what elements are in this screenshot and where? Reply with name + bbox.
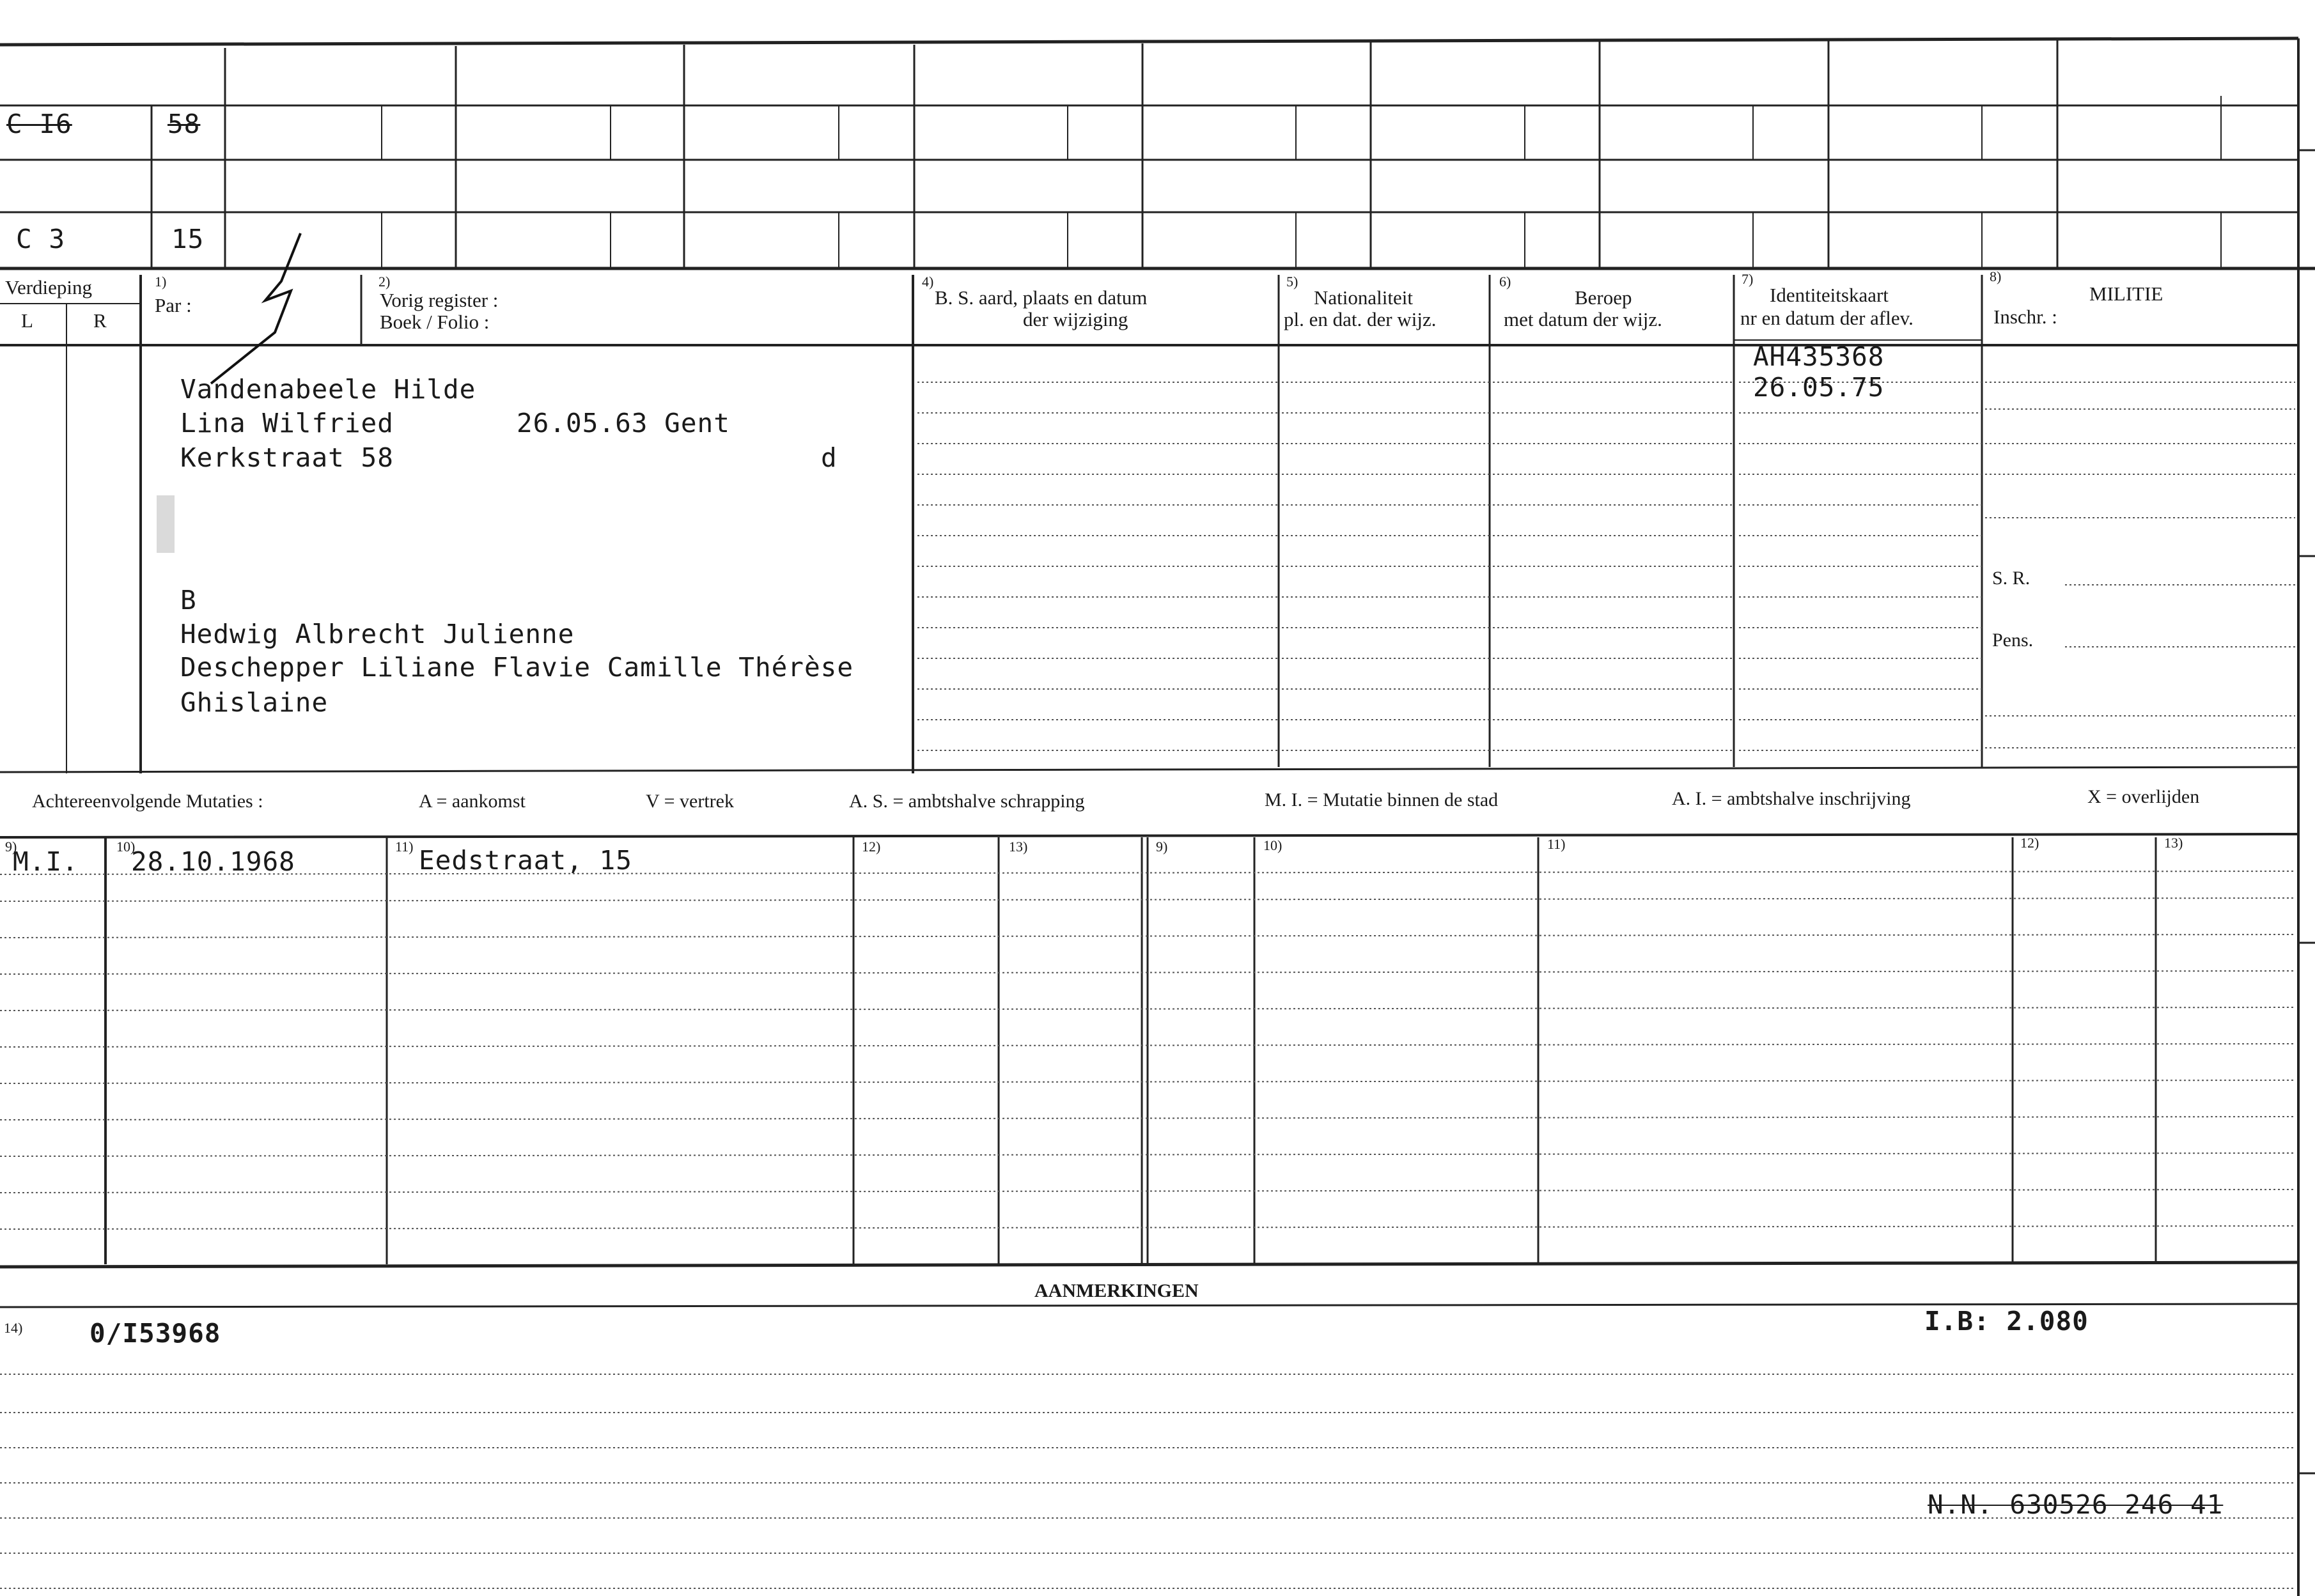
birth-date-place: 26.05.63 Gent — [517, 408, 730, 438]
boek-folio-label: Boek / Folio : — [380, 311, 490, 333]
mother-name: Deschepper Liliane Flavie Camille Thérèse — [180, 652, 854, 683]
mutations-legend-title: Achtereenvolgende Mutaties : — [32, 791, 263, 812]
col7-number: 7) — [1742, 271, 1754, 287]
person-name-line2: Lina Wilfried — [180, 408, 394, 438]
mutation-address: Eedstraat, 15 — [419, 845, 632, 876]
mut-col11-number: 11) — [395, 839, 414, 855]
section-code-old: C I6 — [6, 109, 72, 139]
mut-col9b-number: 9) — [1156, 839, 1168, 855]
mother-name-cont: Ghislaine — [180, 687, 329, 718]
mutation-type: M.I. — [13, 846, 79, 877]
inschr-label: Inschr. : — [1993, 306, 2057, 328]
ib-number: I.B: 2.080 — [1924, 1306, 2089, 1336]
stamp-smudge — [157, 495, 175, 553]
nationaliteit-line2: pl. en dat. der wijz. — [1284, 308, 1437, 330]
verdieping-l-label: L — [21, 309, 33, 332]
id-card-date: 26.05.75 — [1753, 372, 1885, 403]
section-code: C 3 — [16, 224, 66, 254]
legend-ambtshalve-schrapping: A. S. = ambtshalve schrapping — [849, 791, 1085, 812]
par-label: Par : — [155, 294, 192, 316]
remarks-col14-number: 14) — [4, 1320, 23, 1336]
beroep-line1: Beroep — [1575, 286, 1632, 309]
sr-label: S. R. — [1992, 568, 2030, 589]
sex-marker: d — [821, 442, 838, 473]
mut-col10-number: 10) — [116, 839, 136, 855]
col5-number: 5) — [1286, 274, 1298, 290]
mut-col11b-number: 11) — [1547, 836, 1566, 852]
house-number: 15 — [171, 224, 205, 254]
col1-number: 1) — [155, 274, 167, 290]
col2-number: 2) — [378, 274, 391, 290]
col6-number: 6) — [1499, 274, 1511, 290]
id-card-number: AH435368 — [1753, 341, 1885, 372]
house-number-old: 58 — [168, 109, 201, 139]
col8-number: 8) — [1990, 268, 2002, 284]
person-name-line1: Vandenabeele Hilde — [180, 374, 476, 405]
mut-col12b-number: 12) — [2020, 835, 2039, 851]
mut-col12-number: 12) — [862, 839, 881, 855]
mutation-date: 28.10.1968 — [131, 846, 295, 877]
beroep-line2: met datum der wijz. — [1504, 308, 1662, 330]
vorig-register-label: Vorig register : — [380, 289, 499, 311]
legend-overlijden: X = overlijden — [2087, 786, 2200, 807]
father-name: Hedwig Albrecht Julienne — [180, 619, 575, 649]
mut-col13-number: 13) — [1009, 839, 1028, 855]
col4-number: 4) — [922, 274, 934, 290]
militie-label: MILITIE — [2089, 283, 2163, 305]
parents-marker: B — [180, 585, 197, 616]
verdieping-r-label: R — [93, 309, 107, 332]
verdieping-label: Verdieping — [5, 276, 93, 298]
legend-ambtshalve-inschrijving: A. I. = ambtshalve inschrijving — [1672, 788, 1911, 809]
bs-header-line1: B. S. aard, plaats en datum — [935, 286, 1148, 309]
remarks-reference: 0/I53968 — [90, 1318, 221, 1349]
person-address: Kerkstraat 58 — [180, 442, 394, 473]
nationaliteit-line1: Nationaliteit — [1314, 286, 1413, 309]
legend-mutatie-binnen-stad: M. I. = Mutatie binnen de stad — [1265, 789, 1499, 810]
identiteitskaart-line2: nr en datum der aflev. — [1740, 307, 1914, 329]
mut-col10b-number: 10) — [1263, 837, 1282, 853]
national-number: N.N. 630526 246 41 — [1928, 1489, 2224, 1520]
pens-label: Pens. — [1992, 630, 2034, 651]
legend-vertrek: V = vertrek — [646, 791, 734, 812]
legend-aankomst: A = aankomst — [419, 791, 526, 812]
mut-col9-number: 9) — [5, 839, 17, 855]
remarks-title: AANMERKINGEN — [1034, 1280, 1199, 1301]
identiteitskaart-line1: Identiteitskaart — [1770, 284, 1889, 306]
bs-header-line2: der wijziging — [1023, 308, 1128, 330]
mut-col13b-number: 13) — [2164, 835, 2183, 851]
